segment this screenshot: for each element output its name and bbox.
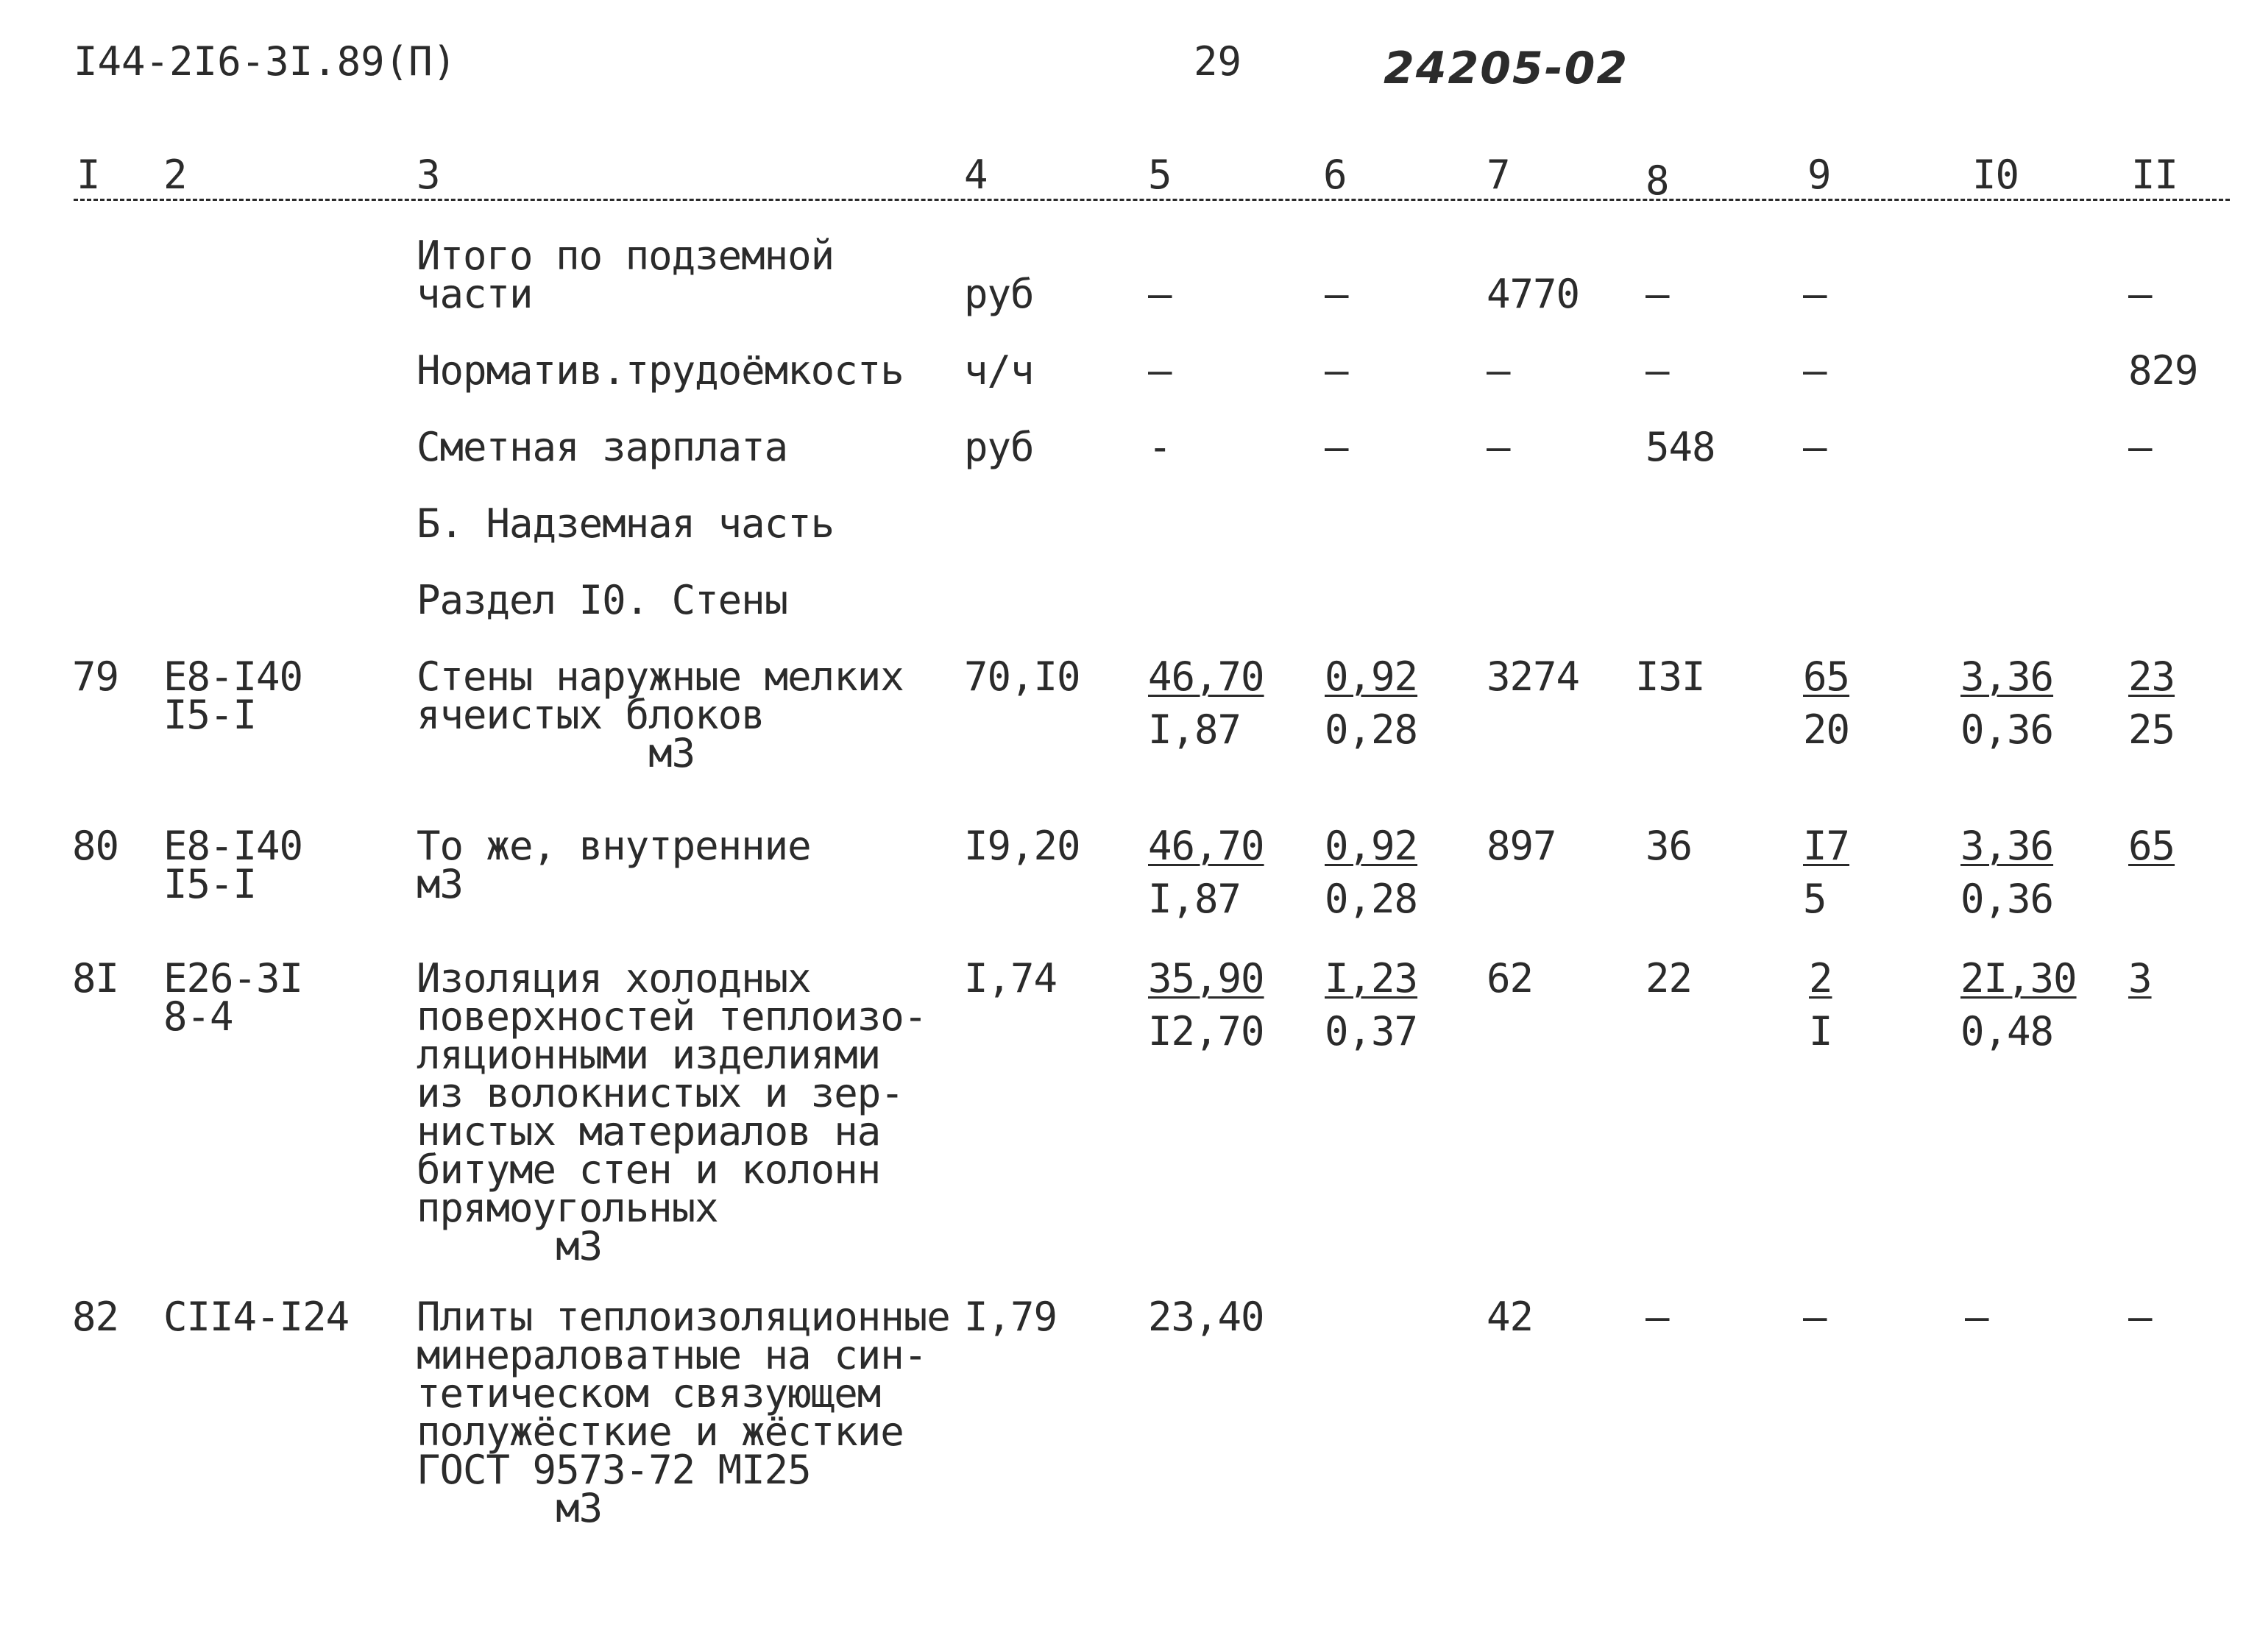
machine-cost: 0,92: [1325, 653, 1418, 700]
total-cost: 42: [1487, 1294, 1534, 1340]
row-number: 79: [72, 653, 119, 700]
labor-total: –: [2128, 1294, 2152, 1340]
document-code: I44-2I6-3I.89(П): [74, 38, 457, 85]
quantity: 70,I0: [964, 653, 1080, 700]
labor-per-unit: 2I,30: [1960, 955, 2077, 1002]
machinist-labor-per-unit: 0,36: [1960, 876, 2054, 922]
header-dashed-rule: [74, 199, 2230, 201]
cell-col8: –: [1646, 347, 1669, 394]
column-header-7: 7: [1487, 152, 1510, 198]
work-description: То же, внутренние м3: [417, 823, 811, 907]
unit-cell: руб: [964, 271, 1034, 317]
machine-wages: 0,28: [1325, 876, 1418, 922]
cell-col11: –: [2128, 424, 2152, 470]
machine-wages: 0,28: [1325, 706, 1418, 753]
labor-total: 23: [2128, 653, 2175, 700]
norm-code: E8-I40 I5-I: [163, 823, 303, 907]
total-cost: 3274: [1487, 653, 1580, 700]
cell-col9: –: [1803, 271, 1827, 317]
total-machine-wages: I: [1809, 1008, 1832, 1054]
subsection-title: Раздел I0. Стены: [417, 577, 788, 623]
machine-cost: 0,92: [1325, 823, 1418, 869]
machine-wages: 0,37: [1325, 1008, 1418, 1054]
unit-cost-total: 23,40: [1148, 1294, 1264, 1340]
column-header-5: 5: [1148, 152, 1172, 198]
cell-col6: –: [1325, 271, 1348, 317]
column-header-6: 6: [1323, 152, 1347, 198]
column-header-8: 8: [1646, 157, 1669, 204]
total-wages: 36: [1646, 823, 1693, 869]
cell-col9: –: [1803, 424, 1827, 470]
column-header-9: 9: [1807, 152, 1831, 198]
unit-cost-wages: I,87: [1148, 706, 1241, 753]
cell-col5: –: [1148, 347, 1172, 394]
quantity: I,79: [964, 1294, 1058, 1340]
unit-cell: руб: [964, 424, 1034, 470]
summary-label: Сметная зарплата: [417, 424, 788, 470]
cell-col11: –: [2128, 271, 2152, 317]
cell-col5: -: [1148, 424, 1172, 470]
norm-code: E26-3I 8-4: [163, 955, 303, 1040]
total-wages: I3I: [1635, 653, 1705, 700]
work-description: Стены наружные мелких ячеистых блоков м3: [417, 653, 904, 776]
total-machine-wages: 5: [1803, 876, 1827, 922]
unit-cell: ч/ч: [964, 347, 1034, 394]
archive-stamp-number: 24205-02: [1384, 43, 1629, 94]
column-header-4: 4: [964, 152, 988, 198]
cell-col7: –: [1487, 424, 1510, 470]
norm-code: E8-I40 I5-I: [163, 653, 303, 738]
summary-label: Итого по подземной части: [417, 233, 835, 317]
unit-cost-total: 46,70: [1148, 653, 1264, 700]
total-machine-cost: 2: [1809, 955, 1832, 1002]
total-machine-wages: 20: [1803, 706, 1850, 753]
summary-label: Норматив.трудоёмкость: [417, 347, 904, 394]
norm-code: CII4-I24: [163, 1294, 350, 1340]
cell-col7: 4770: [1487, 271, 1580, 317]
unit-cost-total: 46,70: [1148, 823, 1264, 869]
labor-total: 65: [2128, 823, 2175, 869]
total-wages: –: [1646, 1294, 1669, 1340]
unit-cost-total: 35,90: [1148, 955, 1264, 1002]
cell-col11: 829: [2128, 347, 2198, 394]
column-header-2: 2: [163, 152, 187, 198]
machinist-labor-total: 25: [2128, 706, 2175, 753]
total-machine-cost: 65: [1803, 653, 1850, 700]
total-cost: 62: [1487, 955, 1534, 1002]
labor-per-unit: 3,36: [1960, 823, 2054, 869]
quantity: I9,20: [964, 823, 1080, 869]
row-number: 80: [72, 823, 119, 869]
work-description: Плиты теплоизоляционные минераловатные на син- тетическом связующем полужёсткие и жёсткие ГОСТ 9573-72 MI25 м3: [417, 1294, 950, 1531]
cell-col5: –: [1148, 271, 1172, 317]
labor-total: 3: [2128, 955, 2152, 1002]
unit-cost-wages: I,87: [1148, 876, 1241, 922]
machinist-labor-per-unit: 0,36: [1960, 706, 2054, 753]
cell-col7: –: [1487, 347, 1510, 394]
column-header-11: II: [2131, 152, 2178, 198]
cell-col6: –: [1325, 424, 1348, 470]
work-description: Изоляция холодных поверхностей теплоизо- ляционными изделиями из волокнистых и зер- нистых материалов на битуме стен и колонн прямоугольных м3: [417, 955, 927, 1269]
cell-col8: –: [1646, 271, 1669, 317]
column-header-3: 3: [417, 152, 440, 198]
quantity: I,74: [964, 955, 1058, 1002]
labor-per-unit: 3,36: [1960, 653, 2054, 700]
cell-col9: –: [1803, 347, 1827, 394]
cell-col6: –: [1325, 347, 1348, 394]
labor-per-unit: –: [1965, 1294, 1988, 1340]
unit-cost-wages: I2,70: [1148, 1008, 1264, 1054]
cell-col8: 548: [1646, 424, 1715, 470]
machine-cost: I,23: [1325, 955, 1418, 1002]
column-header-10: I0: [1972, 152, 2019, 198]
total-machine-cost: I7: [1803, 823, 1850, 869]
section-title: Б. Надземная часть: [417, 500, 835, 547]
row-number: 8I: [72, 955, 119, 1002]
total-wages: 22: [1646, 955, 1693, 1002]
row-number: 82: [72, 1294, 119, 1340]
machinist-labor-per-unit: 0,48: [1960, 1008, 2054, 1054]
column-header-1: I: [77, 152, 100, 198]
page-number: 29: [1194, 38, 1242, 85]
total-cost: 897: [1487, 823, 1556, 869]
total-machine-cost: –: [1803, 1294, 1827, 1340]
